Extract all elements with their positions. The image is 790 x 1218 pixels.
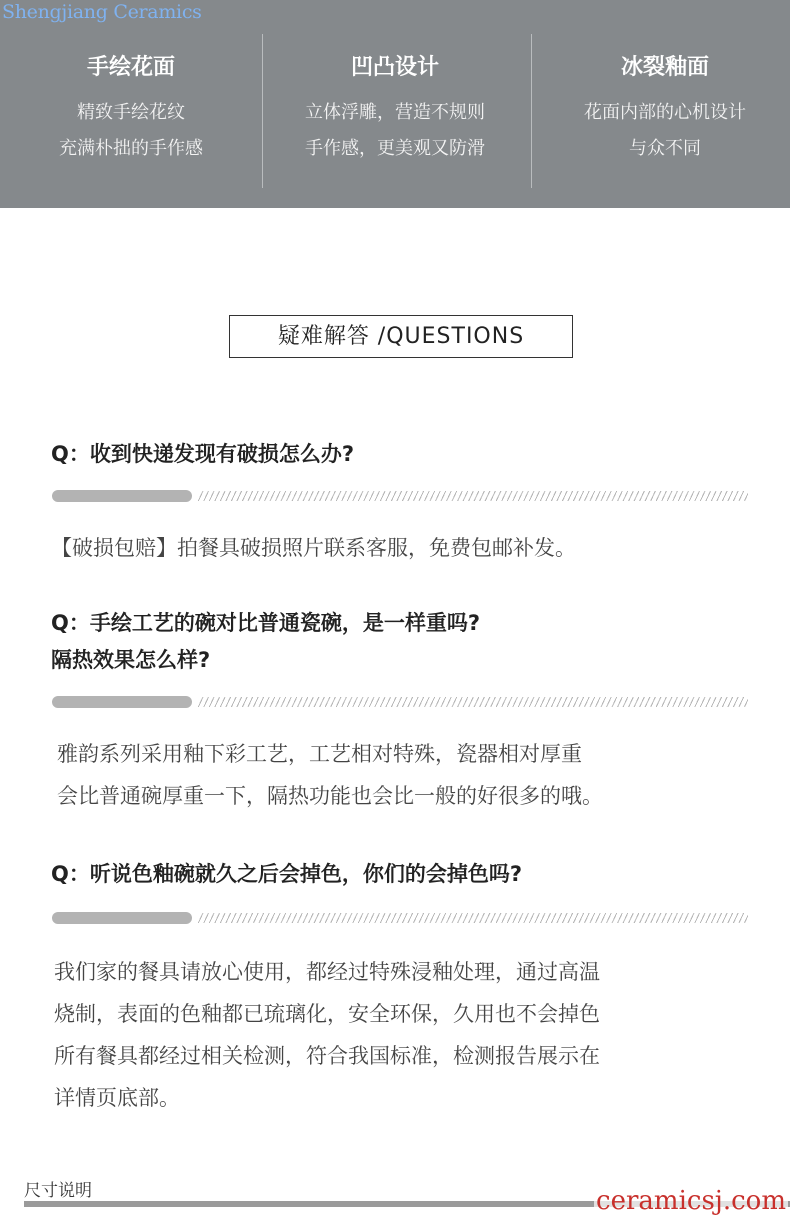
divider-pill bbox=[52, 912, 192, 924]
faq-divider bbox=[52, 490, 748, 502]
answer-line: 雅韵系列采用釉下彩工艺，工艺相对特殊，瓷器相对厚重 bbox=[57, 742, 582, 766]
divider-hatch bbox=[198, 697, 748, 707]
column-divider bbox=[531, 34, 532, 188]
feature-line: 精致手绘花纹 bbox=[77, 102, 185, 123]
feature-line: 手作感，更美观又防滑 bbox=[305, 138, 485, 159]
answer-line: 会比普通碗厚重一下，隔热功能也会比一般的好很多的哦。 bbox=[57, 784, 603, 808]
column-divider bbox=[262, 34, 263, 188]
feature-banner bbox=[0, 0, 790, 208]
feature-hand-painted bbox=[32, 50, 230, 167]
feature-crackle-glaze bbox=[545, 50, 785, 167]
question-line: Q：收到快递发现有破损怎么办? bbox=[51, 442, 355, 466]
divider-hatch bbox=[198, 913, 748, 923]
faq-divider bbox=[52, 696, 748, 708]
faq-heading: 疑难解答 /QUESTIONS bbox=[229, 315, 573, 358]
divider-pill bbox=[52, 490, 192, 502]
faq-answer-3 bbox=[54, 951, 600, 1119]
feature-title: 凹凸设计 bbox=[350, 55, 439, 80]
feature-line: 与众不同 bbox=[629, 138, 701, 159]
faq-question-1 bbox=[51, 436, 354, 473]
answer-line: 我们家的餐具请放心使用，都经过特殊浸釉处理，通过高温 bbox=[54, 960, 600, 984]
faq-answer-2 bbox=[57, 733, 603, 817]
feature-line: 花面内部的心机设计 bbox=[584, 102, 746, 123]
faq-question-2 bbox=[51, 605, 480, 679]
feature-line: 充满朴拙的手作感 bbox=[59, 138, 203, 159]
answer-line: 所有餐具都经过相关检测，符合我国标准，检测报告展示在 bbox=[54, 1044, 600, 1068]
question-line: Q：手绘工艺的碗对比普通瓷碗，是一样重吗? bbox=[51, 611, 481, 635]
faq-question-3 bbox=[51, 856, 522, 893]
divider-pill bbox=[52, 696, 192, 708]
answer-line: 烧制，表面的色釉都已琉璃化，安全环保，久用也不会掉色 bbox=[54, 1002, 600, 1026]
feature-title: 冰裂釉面 bbox=[620, 55, 709, 80]
faq-divider bbox=[52, 912, 748, 924]
divider-hatch bbox=[198, 491, 748, 501]
answer-line: 详情页底部。 bbox=[54, 1086, 180, 1110]
faq-answer-1 bbox=[51, 527, 576, 569]
feature-title: 手绘花面 bbox=[86, 55, 175, 80]
answer-line: 【破损包赔】拍餐具破损照片联系客服，免费包邮补发。 bbox=[51, 536, 576, 560]
site-watermark: ceramicsj.com bbox=[596, 1186, 786, 1216]
question-line: Q：听说色釉碗就久之后会掉色，你们的会掉色吗? bbox=[51, 862, 523, 886]
brand-name: Shengjiang Ceramics bbox=[2, 1, 202, 23]
size-section-label: 尺寸说明 bbox=[24, 1181, 92, 1201]
feature-relief-design bbox=[272, 50, 518, 167]
feature-line: 立体浮雕，营造不规则 bbox=[305, 102, 485, 123]
question-line: 隔热效果怎么样? bbox=[51, 648, 211, 672]
